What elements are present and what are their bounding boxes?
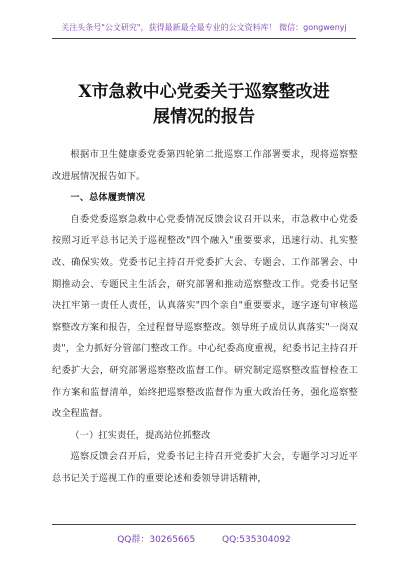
header-banner: 关注头条号"公文研究"，获得最新最全最专业的公文资料库！ 微信：gongwenyj [61, 23, 347, 32]
subsection-heading: （一）扛实责任，提高站位抓整改 [70, 429, 211, 441]
document-title: X市急救中心党委关于巡察整改进展情况的报告 [78, 82, 330, 127]
footer [0, 532, 408, 545]
body-paragraph: 巡察反馈会召开后，党委书记主持召开党委扩大会，专题学习习近平总书记关于巡视工作的重要论述和委领导讲话精神， [52, 451, 358, 484]
footer-qq-group: QQ群：30265665 [117, 535, 196, 545]
header-divider [52, 38, 356, 39]
footer-divider [52, 524, 356, 525]
document-body [52, 144, 358, 490]
intro-paragraph: 根据市卫生健康委党委第四轮第二批巡察工作部署要求，现将巡察整改进展情况报告如下。 [52, 149, 358, 182]
section-heading: 一、总体履责情况 [70, 192, 146, 204]
body-paragraph: 自委党委巡察急救中心党委情况反馈会议召开以来，市急救中心党委按照习近平总书记关于巡视整改"四个融入"重要要求，迅速行动、扎实整改、确保实效。党委书记主持召开党委扩大会、专题会、工作部署会、中期推动会、专题民主生活会，研究部署和推动巡察整改工作。党委书记坚决扛牢第一责任人责任，认真落实"四个亲自"重要要求，逐字逐句审核巡察整改方案和报告，全过程督导巡察整改。领导班子成员认真落实"一岗双责"，全力抓好分管部门整改工作。中心纪委高度重视，纪委书记主持召开纪委扩大会，研究部署巡察整改监督工作。研究制定巡察整改监督检查工作方案和监督清单，始终把巡察整改监督作为重大政治任务，强化巡察整改全程监督。 [52, 213, 358, 420]
footer-qq: QQ:535304092 [222, 535, 291, 545]
